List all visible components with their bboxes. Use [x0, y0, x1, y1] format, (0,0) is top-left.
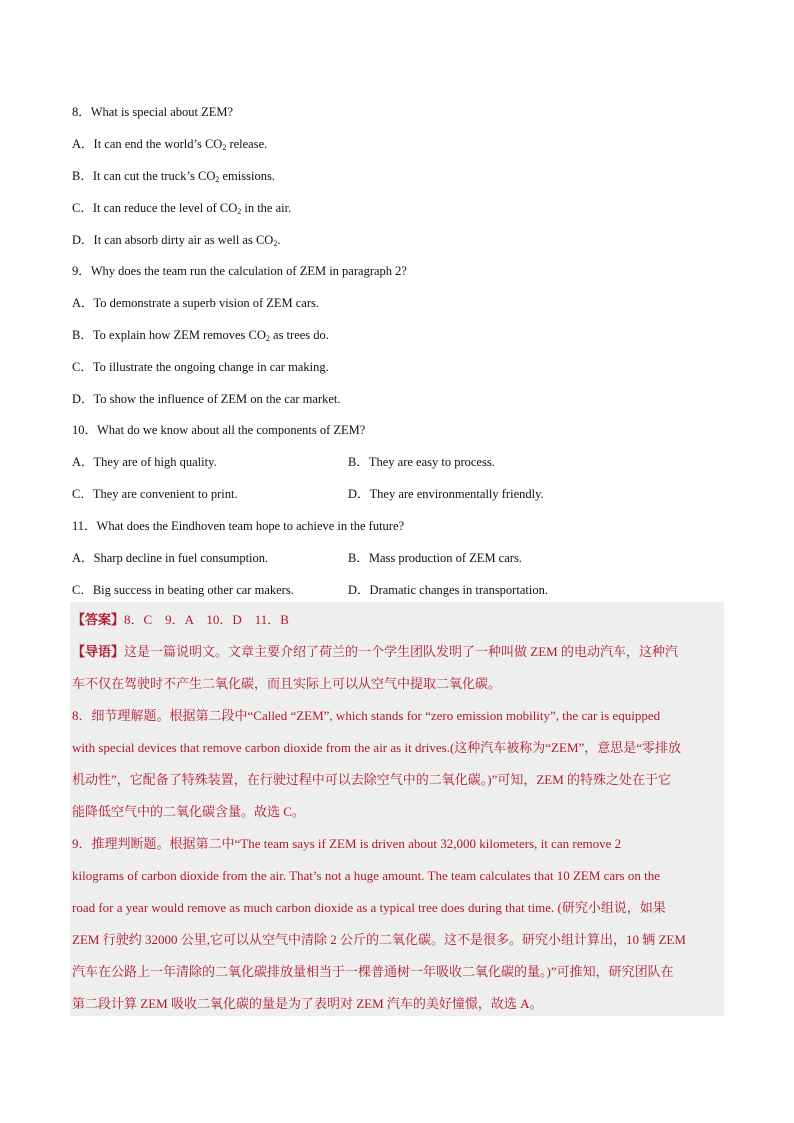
answer-text: 8．C 9．A 10．D 11．B	[124, 612, 289, 627]
question-10-option-c: C．They are convenient to print.	[72, 487, 238, 501]
explain-8-line-3: 机动性”，它配备了特殊装置，在行驶过程中可以去除空气中的二氧化碳。)”可知，ZEM 的特殊之处在于它	[72, 772, 672, 787]
question-10-option-b: B．They are easy to process.	[348, 455, 495, 469]
explain-8-line-1: 8．细节理解题。根据第二段中“Called “ZEM”, which stands for “zero emission mobility”, the car is equipped	[72, 708, 661, 723]
question-8-option-c: C．It can reduce the level of $CO_2$ in the air.	[72, 201, 292, 216]
explain-9-line-6: 第二段计算 ZEM 吸收二氧化碳的量是为了表明对 ZEM 汽车的美好憧憬，故选 A。	[72, 996, 543, 1011]
guide-line-1: 【导语】这是一篇说明文。文章主要介绍了荷兰的一个学生团队发明了一种叫做 ZEM 的电动汽车，这种汽	[72, 644, 678, 659]
question-8-option-b: B．It can cut the truck’s $CO_2$ emissions.	[72, 169, 275, 184]
question-11-stem: 11．What does the Eindhoven team hope to achieve in the future?	[72, 519, 405, 533]
question-9-option-b: B．To explain how ZEM removes $CO_2$ as trees do.	[72, 328, 329, 343]
guide-label: 【导语】	[72, 644, 125, 659]
question-8-option-d: D．It can absorb dirty air as well as $CO_2$.	[72, 233, 281, 248]
explain-9-line-1: 9．推理判断题。根据第二中“The team says if ZEM is driven about 32,000 kilometers, it can remove 2	[72, 836, 622, 851]
explain-9-line-3: road for a year would remove as much carbon dioxide as a typical tree does during that time. (研究小组说，如果	[72, 900, 666, 915]
question-10-option-a: A．They are of high quality.	[72, 455, 217, 469]
question-9-option-a: A．To demonstrate a superb vision of ZEM cars.	[72, 296, 319, 310]
question-11-option-a: A．Sharp decline in fuel consumption.	[72, 551, 269, 565]
question-8-option-a: A．It can end the world’s $CO_2$ release.	[72, 137, 268, 152]
question-10-stem: 10．What do we know about all the components of ZEM?	[72, 423, 366, 437]
question-10-option-d: D．They are environmentally friendly.	[348, 487, 544, 501]
question-11-option-c: C．Big success in beating other car makers.	[72, 583, 294, 597]
question-9-option-c: C．To illustrate the ongoing change in car making.	[72, 360, 329, 374]
answer-label: 【答案】	[72, 612, 125, 627]
question-11-option-b: B．Mass production of ZEM cars.	[348, 551, 522, 565]
explain-8-line-4: 能降低空气中的二氧化碳含量。故选 C。	[72, 804, 305, 819]
explain-8-line-2: with special devices that remove carbon dioxide from the air as it drives.(这种汽车被称为“ZEM”，意思是“零排放	[72, 740, 682, 755]
explain-9-line-4: ZEM 行驶约 32000 公里,它可以从空气中清除 2 公斤的二氧化碳。这不是很多。研究小组计算出，10 辆 ZEM	[72, 932, 686, 947]
guide-line-2: 车不仅在驾驶时不产生二氧化碳，而且实际上可以从空气中提取二氧化碳。	[72, 676, 502, 691]
explain-9-line-5: 汽车在公路上一年清除的二氧化碳排放量相当于一棵普通树一年吸收二氧化碳的量。)”可推知，研究团队在	[72, 964, 674, 979]
question-11-option-d: D．Dramatic changes in transportation.	[348, 583, 548, 597]
question-8-stem: 8．What is special about ZEM?	[72, 105, 234, 119]
explain-9-line-2: kilograms of carbon dioxide from the air. That’s not a huge amount. The team calculates that 10 ZEM cars on the	[72, 868, 660, 883]
question-9-stem: 9．Why does the team run the calculation of ZEM in paragraph 2?	[72, 264, 407, 278]
question-9-option-d: D．To show the influence of ZEM on the car market.	[72, 392, 341, 406]
answer-key	[72, 612, 289, 628]
